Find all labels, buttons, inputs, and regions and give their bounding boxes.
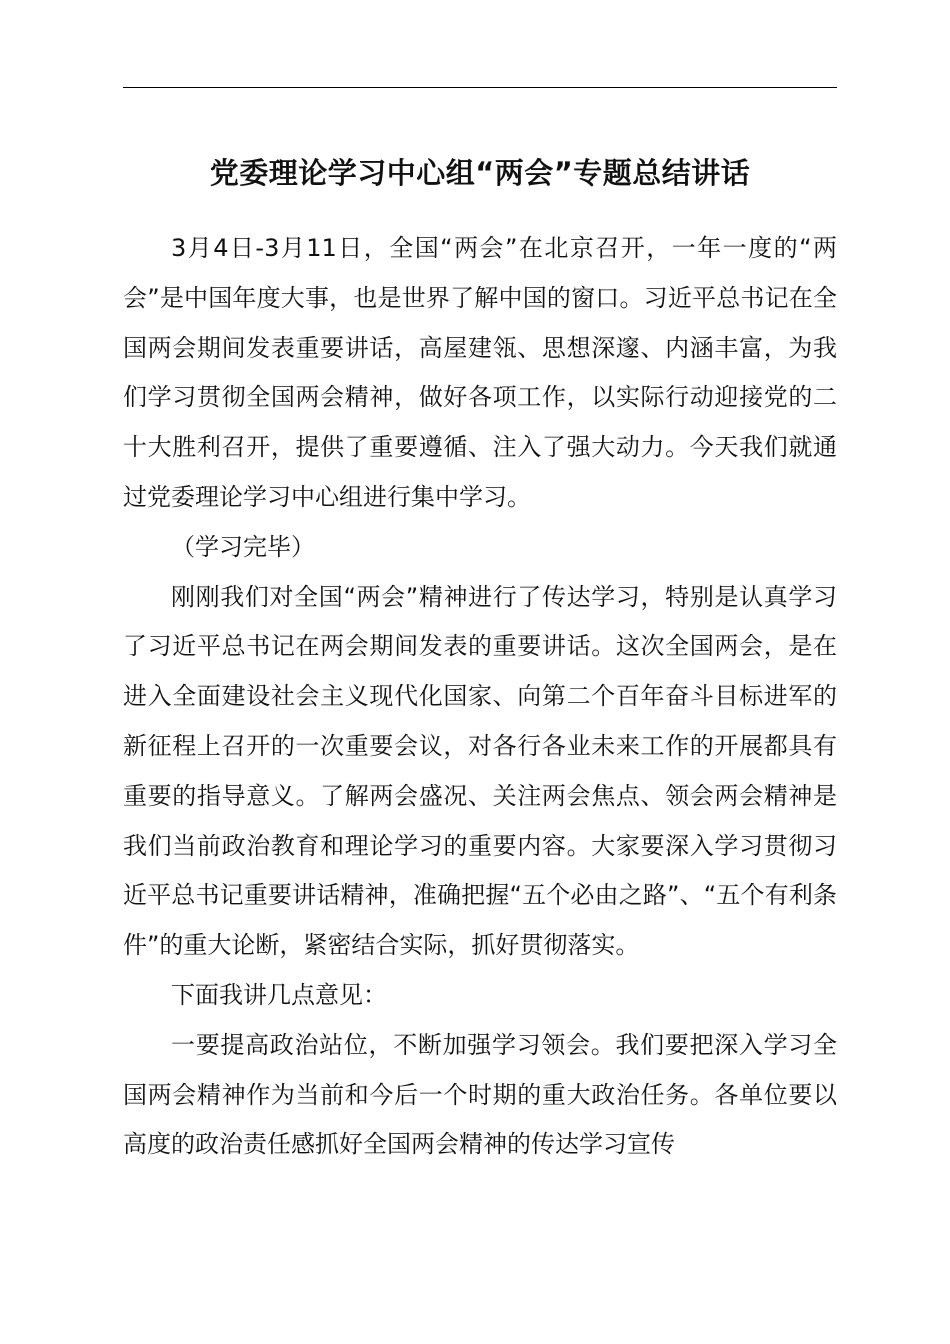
- paragraph-opinions-intro: 下面我讲几点意见：: [171, 980, 387, 1009]
- document-body: [123, 224, 837, 1170]
- paragraph-summary: 刚刚我们对全国“两会”精神进行了传达学习，特别是认真学习了习近平总书记在两会期间发表的重要讲话。这次全国两会，是在进入全面建设社会主义现代化国家、向第二个百年奋斗目标进军的新征程上召开的一次重要会议，对各行各业未来工作的开展都具有重要的指导意义。了解两会盛况、关注两会焦点、领会两会精神是我们当前政治教育和理论学习的重要内容。大家要深入学习贯彻习近平总书记重要讲话精神，准确把握“五个必由之路”、“五个有利条件”的重大论断，紧密结合实际，抓好贯彻落实。: [123, 582, 837, 960]
- paragraph-point-one: 一要提高政治站位，不断加强学习领会。我们要把深入学习全国两会精神作为当前和今后一个时期的重大政治任务。各单位要以高度的政治责任感抓好全国两会精神的传达学习宣传: [123, 1030, 837, 1159]
- paragraph-intro: 3月4日-3月11日，全国“两会”在北京召开，一年一度的“两会”是中国年度大事，也是世界了解中国的窗口。习近平总书记在全国两会期间发表重要讲话，高屋建瓴、思想深邃、内涵丰富，为我们学习贯彻全国两会精神，做好各项工作，以实际行动迎接党的二十大胜利召开，提供了重要遵循、注入了强大动力。今天我们就通过党委理论学习中心组进行集中学习。: [123, 234, 837, 511]
- paragraph-study-complete: （学习完毕）: [171, 532, 315, 561]
- document-title: 党委理论学习中心组“两会”专题总结讲话: [209, 156, 751, 190]
- header-rule: [123, 87, 837, 88]
